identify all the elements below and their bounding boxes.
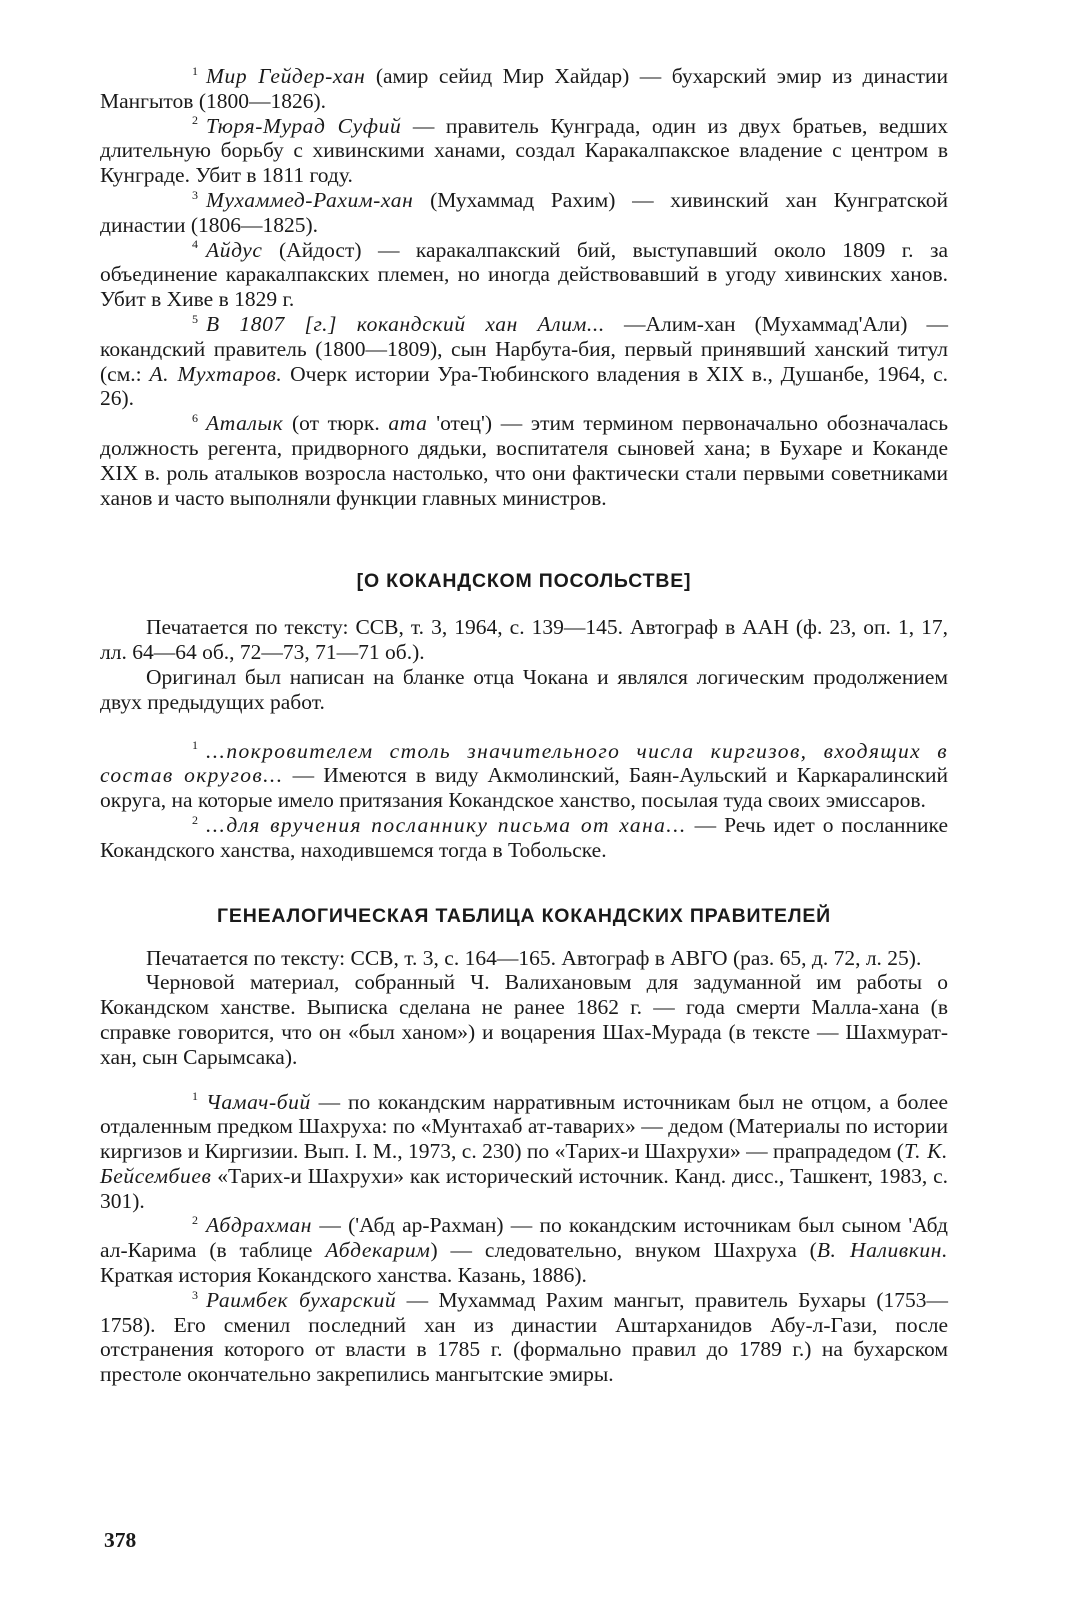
- footnote-author: А. Мухтаров.: [149, 361, 283, 386]
- note-text: — Имеются в виду Акмолинский, Баян-Аульский и Каркаралинский округа, на которые имело притязания Кокандское ханство, посылая туда своих эмиссаров.: [100, 763, 948, 813]
- section-note: 1 ...покровителем столь значительного числа киргизов, входящих в состав округов... — Имеются в виду Акмолинский, Баян-Аульский и Каркаралинский округа, на которые имело притязания Кокандское ханство, посылая туда своих эмиссаров.: [100, 738, 948, 813]
- section-title-kokand-embassy: [О КОКАНДСКОМ ПОСОЛЬСТВЕ]: [356, 570, 692, 593]
- section-paragraph: Печатается по тексту: ССВ, т. 3, с. 164—165. Автограф в АВГО (раз. 65, д. 72, л. 25).: [146, 945, 922, 970]
- footnote-text: —Алим-хан (Мухаммад'Али) — кокандский правитель (1800—1809), сын Нарбута-бия, первый принявший ханский титул (см.:: [100, 311, 948, 386]
- footnote: 4 Айдус (Айдост) — каракалпакский бий, выступавший около 1809 г. за объединение каракалпакских племен, но иногда действовавший в угоду хивинских ханов. Убит в Хиве в 1829 г.: [100, 237, 948, 312]
- footnote-term: Мир Гейдер-хан: [206, 64, 366, 88]
- note-text-tail: «Тарих-и Шахрухи» как исторический источник. Канд. дисс., Ташкент, 1983, с. 301).: [100, 1163, 948, 1213]
- note-text: — ('Абд ар-Рахман) — по кокандским источникам был сыном 'Абд ал-Карима (в таблице: [100, 1213, 948, 1263]
- section-paragraph: Оригинал был написан на бланке отца Чокана и являлся логическим продолжением двух предыдущих работ.: [100, 664, 948, 714]
- footnote: 5 В 1807 [г.] кокандский хан Алим... —Алим-хан (Мухаммад'Али) — кокандский правитель (1800—1809), сын Нарбута-бия, первый принявший ханский титул (см.: А. Мухтаров. Очерк истории Ура-Тюбинского владения в XIX в., Душанбе, 1964, с. 26).: [100, 311, 949, 411]
- spacer: [100, 715, 948, 739]
- note-term: Чамач-бий: [206, 1089, 311, 1114]
- footnote-text: — правитель Кунграда, один из двух братьев, ведших длительную борьбу с хивинскими ханами, создал Каракалпакское владение с центром в Кунграде. Убит в 1811 году.: [100, 113, 948, 188]
- footnote-text: (Мухаммад Рахим) — хивинский хан Кунгратской династии (1806—1825).: [100, 187, 948, 237]
- footnote: 1 Мир Гейдер-хан (амир сейид Мир Хайдар) — бухарский эмир из династии Мангытов (1800—1826).: [100, 63, 948, 113]
- footnote: 2 Тюря-Мурад Суфий — правитель Кунграда, один из двух братьев, ведших длительную борьбу с хивинскими ханами, создал Каракалпакское владение с центром в Кунграде. Убит в 1811 году.: [100, 113, 948, 188]
- note-text-mid: ) — следовательно, внуком Шахруха (: [430, 1238, 817, 1263]
- footnote-word: ата: [388, 411, 428, 436]
- section-note: 2 ...для вручения посланнику письма от хана... — Речь идет о посланнике Кокандского ханства, находившемся тогда в Тобольске.: [100, 812, 948, 862]
- note-text: — Речь идет о посланнике Кокандского ханства, находившемся тогда в Тобольске.: [100, 812, 948, 862]
- section-note: 3 Раимбек бухарский — Мухаммад Рахим мангыт, правитель Бухары (1753—1758). Его сменил последний хан из династии Аштарханидов Абу-л-Гази, после отстранения которого от власти в 1785 г. (формально правил до 1789 г.) на бухарском престоле окончательно закрепились мангытские эмиры.: [100, 1287, 949, 1387]
- footnote-text-tail: Очерк истории Ура-Тюбинского владения в XIX в., Душанбе, 1964, с. 26).: [100, 361, 949, 411]
- footnote-term: Айдус: [206, 237, 263, 262]
- note-author: Т. К. Бейсембиев: [100, 1139, 948, 1188]
- footnote-text: (от тюрк.: [283, 411, 389, 436]
- section-note: 1 Чамач-бий — по кокандским нарративным источникам был не отцом, а более отдаленным предком Шахруха: по «Мунтахаб ат-таварих» — дедом (Материалы по истории киргизов и Киргизии. Вып. I. М., 1973, с. 230) по «Тарих-и Шахрухи» — прапрадедом (Т. К. Бейсембиев «Тарих-и Шахрухи» как исторический источник. Канд. дисс., Ташкент, 1983, с. 301).: [100, 1089, 948, 1213]
- footnote-text: (амир сейид Мир Хайдар) — бухарский эмир из династии Мангытов (1800—1826).: [100, 64, 948, 113]
- note-term: Абдрахман: [206, 1213, 313, 1238]
- section-paragraph: Печатается по тексту: ССВ, т. 3, 1964, с. 139—145. Автограф в ААН (ф. 23, оп. 1, 17, лл. 64—64 об., 72—73, 71—71 об.).: [100, 615, 948, 665]
- section-paragraph: Черновой материал, собранный Ч. Валихановым для задуманной им работы о Кокандском ханстве. Выписка сделана не ранее 1862 г. — года смерти Малла-хана (в справке говорится, что он «был ханом») и воцарения Шах-Мурада (в тексте — Шахмурат-хан, сын Сарымсака).: [100, 970, 948, 1069]
- note-quote: ...покровителем столь значительного числа киргизов, входящих в состав округов...: [100, 738, 948, 788]
- section-title-genealogy: ГЕНЕАЛОГИЧЕСКАЯ ТАБЛИЦА КОКАНДСКИХ ПРАВИТЕЛЕЙ: [217, 904, 831, 927]
- footnote-term: Мухаммед-Рахим-хан: [206, 187, 414, 212]
- footnotes-top: [100, 64, 948, 510]
- note-text: — по кокандским нарративным источникам был не отцом, а более отдаленным предком Шахруха: по «Мунтахаб ат-таварих» — дедом (Материалы по истории киргизов и Киргизии. Вып. I. М., 1973, с. 230) по «Тарих-и Шахрухи» — прапрадедом (: [100, 1089, 948, 1164]
- note-quote: ...для вручения посланнику письма от хана...: [206, 812, 687, 837]
- note-author: В. Наливкин.: [816, 1238, 948, 1263]
- section-note: 2 Абдрахман — ('Абд ар-Рахман) — по кокандским источникам был сыном 'Абд ал-Карима (в таблице Абдекарим) — следовательно, внуком Шахруха (В. Наливкин. Краткая история Кокандского ханства. Казань, 1886).: [100, 1213, 948, 1288]
- note-term: Раимбек бухарский: [206, 1287, 397, 1312]
- page-number: 378: [104, 1528, 137, 1552]
- footnote: 6 Аталык (от тюрк. ата 'отец') — этим термином первоначально обозначалась должность регента, придворного дядьки, воспитателя сыновей хана; в Бухаре и Коканде XIX в. роль аталыков возросла настолько, что они фактически стали первыми советниками ханов и часто выполняли функции главных министров.: [100, 411, 948, 510]
- spacer: [100, 1070, 948, 1090]
- footnote-term: В 1807 [г.] кокандский хан Алим...: [206, 311, 605, 336]
- footnote-term: Аталык: [206, 411, 284, 436]
- footnote-text-tail: 'отец') — этим термином первоначально обозначалась должность регента, придворного дядьки, воспитателя сыновей хана; в Бухаре и Коканде XIX в. роль аталыков возросла настолько, что они фактически стали первыми советниками ханов и часто выполняли функции главных министров.: [100, 411, 948, 510]
- footnote-text: (Айдост) — каракалпакский бий, выступавший около 1809 г. за объединение каракалпакских племен, но иногда действовавший в угоду хивинских ханов. Убит в Хиве в 1829 г.: [100, 237, 948, 312]
- note-text-tail: Краткая история Кокандского ханства. Казань, 1886).: [100, 1263, 587, 1288]
- footnote-term: Тюря-Мурад Суфий: [206, 113, 402, 138]
- footnote: 3 Мухаммед-Рахим-хан (Мухаммад Рахим) — хивинский хан Кунгратской династии (1806—1825).: [100, 187, 948, 237]
- note-word: Абдекарим: [325, 1238, 431, 1263]
- note-text: — Мухаммад Рахим мангыт, правитель Бухары (1753—1758). Его сменил последний хан из династии Аштарханидов Абу-л-Гази, после отстранения которого от власти в 1785 г. (формально правил до 1789 г.) на бухарском престоле окончательно закрепились мангытские эмиры.: [100, 1287, 949, 1387]
